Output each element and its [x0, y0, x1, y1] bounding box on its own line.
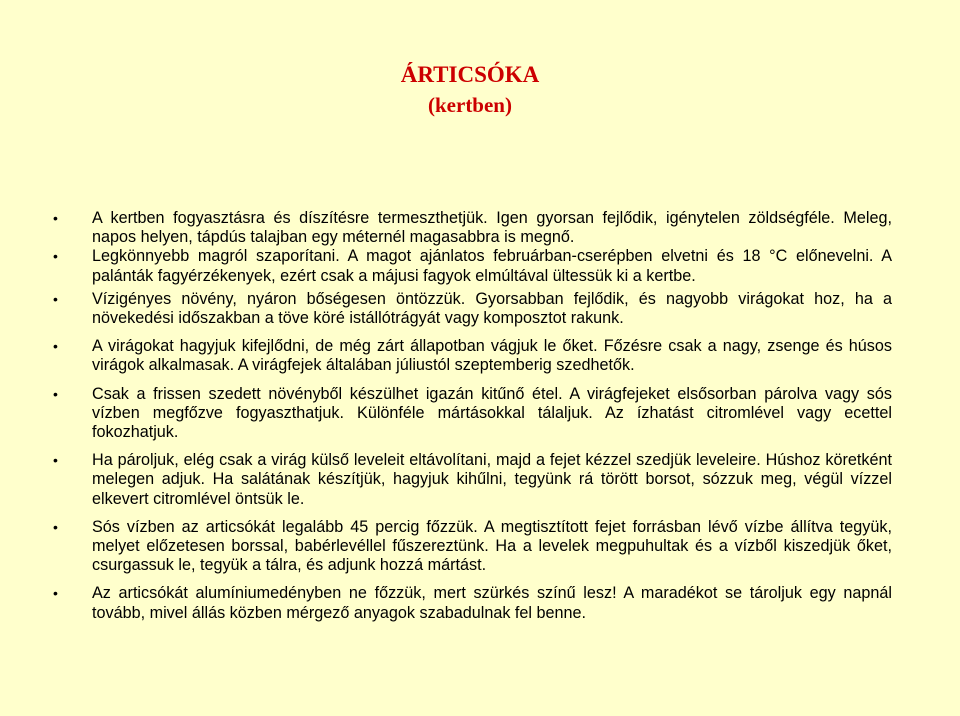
bullet-icon: •	[53, 248, 58, 265]
bullet-icon: •	[53, 210, 58, 226]
list-item	[53, 247, 892, 285]
list-item-text: Ha pároljuk, elég csak a virág külső leveleit eltávolítani, majd a fejet kézzel szedjük leveleire. Húshoz köretként melegen adjuk. Ha salátának készítjük, hagyjuk kihűlni, tegyünk rá törött borsot, sózzuk meg, végül vízzel elkevert citromlével öntsük le.	[92, 451, 892, 508]
list-item	[53, 384, 892, 443]
list-item-text: A virágokat hagyjuk kifejlődni, de még zárt állapotban vágjuk le őket. Főzésre csak a nagy, zsenge és húsos virágok alkalmasak. A virágfejek általában júliustól szeptemberig szedhetők.	[92, 337, 892, 375]
list-item-text: Csak a frissen szedett növényből készülhet igazán kitűnő étel. A virágfejeket elsősorban párolva vagy sós vízben megfőzve fogyaszthatjuk. Különféle mártásokkal tálaljuk. Az ízhatást citromlével vagy ecettel fokozhatjuk.	[92, 384, 892, 442]
list-item	[53, 517, 892, 576]
bullet-list	[53, 209, 892, 623]
list-item	[53, 337, 892, 375]
list-item-text: A kertben fogyasztásra és díszítésre termeszthetjük. Igen gyorsan fejlődik, igénytelen zöldségféle. Meleg, napos helyen, tápdús talajban egy méternél magasabbra is megnő.	[92, 209, 892, 247]
list-item-text: Vízigényes növény, nyáron bőségesen öntözzük. Gyorsabban fejlődik, és nagyobb virágokat hoz, ha a növekedési időszakban a töve köré istállótrágyát vagy komposztot rakunk.	[92, 289, 892, 328]
title-subtitle: (kertben)	[428, 93, 512, 117]
list-item-text: Legkönnyebb magról szaporítani. A magot ajánlatos februárban-cserépben elvetni és 18 °C előnevelni. A palánták fagyérzékenyek, ezért csak a májusi fagyok elmúltával ültessük ki a kertbe.	[92, 247, 892, 285]
list-item-text: Az articsókát alumíniumedényben ne főzzük, mert szürkés színű lesz! A maradékot se tároljuk egy napnál tovább, mivel állás közben mérgező anyagok szabadulnak fel benne.	[92, 584, 892, 622]
title-main: ÁRTICSÓKA	[400, 62, 540, 87]
bullet-icon: •	[53, 452, 58, 469]
bullet-icon: •	[53, 518, 58, 535]
list-item-text: Sós vízben az articsókát legalább 45 percig főzzük. A megtisztított fejet forrásban lévő vízbe állítva tegyük, melyet előzetesen borssal, babérlevéllel fűszereztünk. Ha a levelek megpuhultak és a vízből kiszedjük őket, csurgassuk le, tegyük a tálra, és adjunk hozzá mártást.	[92, 517, 892, 575]
list-item	[53, 209, 892, 247]
list-item	[53, 289, 892, 328]
list-item	[53, 584, 892, 622]
bullet-icon: •	[53, 385, 58, 402]
bullet-icon: •	[53, 338, 58, 355]
bullet-icon: •	[53, 585, 58, 602]
page-title	[0, 60, 940, 120]
bullet-icon: •	[53, 290, 58, 307]
list-item	[53, 451, 892, 509]
